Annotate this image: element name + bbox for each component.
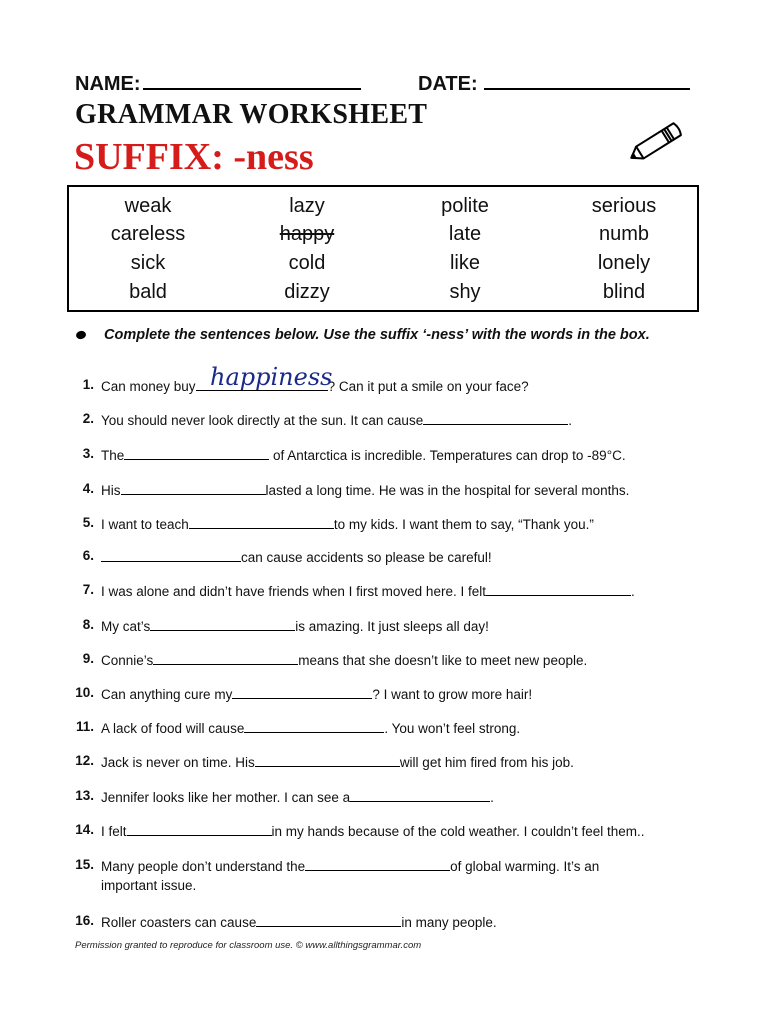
question-text-after: .: [568, 413, 572, 428]
question-text: [101, 719, 520, 736]
word-box-word: blind: [602, 281, 646, 303]
question-number: 8.: [82, 617, 94, 632]
question-text-after: will get him fired from his job.: [399, 755, 574, 770]
word-box-word: careless: [110, 223, 186, 245]
instruction-text: Complete the sentences below. Use the suffix ‘-ness’ with the words in the box.: [104, 327, 650, 343]
question-text: [101, 548, 492, 565]
question-number: 12.: [75, 753, 94, 768]
question-number: 11.: [75, 719, 94, 734]
word-box-word: shy: [449, 281, 481, 303]
question-text: [101, 788, 494, 805]
question-text-before: Roller coasters can cause: [101, 915, 257, 930]
word-box: [67, 185, 699, 312]
word-box-word: sick: [130, 252, 166, 274]
question-number: 7.: [82, 582, 94, 597]
answer-blank[interactable]: [127, 822, 272, 836]
date-field[interactable]: [418, 70, 690, 96]
example-answer: happiness: [210, 363, 333, 391]
answer-blank[interactable]: [150, 617, 295, 631]
word-box-word: bald: [129, 281, 167, 303]
pencil-icon: [628, 118, 688, 163]
question-number: 6.: [82, 548, 94, 563]
question-text-before: My cat’s: [101, 619, 151, 634]
question-text: [101, 753, 574, 770]
question-text-after: of Antarctica is incredible. Temperatures can drop to -89°C.: [269, 448, 626, 463]
question-text-before: Many people don’t understand the: [101, 859, 306, 874]
question-text-continuation: important issue.: [101, 878, 197, 893]
question-text: [101, 481, 629, 498]
question-text: [101, 857, 599, 874]
question-text-after: is amazing. It just sleeps all day!: [295, 619, 489, 634]
footer-credit: Permission granted to reproduce for classroom use. © www.allthingsgrammar.com: [75, 940, 422, 951]
answer-blank[interactable]: [244, 719, 384, 733]
question-text-after: ? Can it put a smile on your face?: [327, 379, 529, 394]
answer-blank[interactable]: [232, 685, 372, 699]
word-box-word: like: [449, 252, 480, 274]
question-number: 4.: [82, 481, 94, 496]
question-text-before: I felt: [101, 824, 127, 839]
question-text-after: .: [490, 790, 494, 805]
word-box-word: cold: [288, 252, 326, 274]
question-text-before: His: [101, 483, 121, 498]
answer-blank[interactable]: [350, 788, 490, 802]
question-text-before: Jennifer looks like her mother. I can see a: [101, 790, 351, 805]
question-text-before: Connie’s: [101, 653, 154, 668]
answer-blank[interactable]: [486, 582, 631, 596]
question-number: 3.: [82, 446, 94, 461]
word-box-word: dizzy: [284, 281, 330, 303]
question-number: 5.: [82, 515, 94, 530]
answer-blank[interactable]: [121, 481, 266, 495]
answer-blank[interactable]: [101, 548, 241, 562]
question-text: [101, 446, 626, 463]
suffix-title: SUFFIX: -ness: [74, 136, 314, 178]
question-text-after: .: [630, 584, 635, 599]
question-text: [101, 582, 635, 599]
word-box-word: weak: [124, 195, 172, 217]
question-text-before: A lack of food will cause: [101, 721, 245, 736]
word-box-word: late: [448, 223, 482, 245]
worksheet-title: GRAMMAR WORKSHEET: [75, 99, 428, 130]
question-text-before: Can anything cure my: [101, 687, 233, 702]
answer-blank[interactable]: [124, 446, 269, 460]
name-field[interactable]: [75, 70, 361, 96]
word-box-word: serious: [591, 195, 657, 217]
question-text: [101, 913, 497, 930]
answer-blank[interactable]: [423, 411, 568, 425]
question-text-before: Jack is never on time. His: [101, 755, 255, 770]
question-text-after: can cause accidents so please be careful!: [241, 550, 492, 565]
word-box-word: polite: [441, 195, 489, 217]
question-text-after: in my hands because of the cold weather. I couldn’t feel them..: [271, 824, 645, 839]
answer-blank[interactable]: [256, 913, 401, 927]
question-text-before: Can money buy: [101, 379, 196, 394]
question-number: 1.: [82, 377, 94, 392]
question-text-after: in many people.: [401, 915, 497, 930]
question-number: 10.: [75, 685, 94, 700]
answer-blank[interactable]: [305, 857, 450, 871]
question-text-before: The: [101, 448, 125, 463]
bullet-icon: [75, 330, 87, 340]
question-text: [101, 651, 587, 668]
word-box-word: lonely: [597, 252, 651, 274]
question-text-after: of global warming. It’s an: [450, 859, 600, 874]
question-number: 9.: [82, 651, 94, 666]
name-blank[interactable]: [143, 70, 361, 90]
question-number: 15.: [75, 857, 94, 872]
word-box-word: numb: [598, 223, 650, 245]
question-text: [101, 617, 489, 634]
answer-blank[interactable]: [189, 515, 334, 529]
name-label: NAME:: [75, 73, 141, 95]
instruction: [76, 327, 650, 343]
date-label: DATE:: [418, 73, 478, 95]
date-blank[interactable]: [484, 70, 690, 90]
answer-blank[interactable]: [153, 651, 298, 665]
question-text-before: I want to teach: [101, 517, 189, 532]
word-box-word: happy: [279, 223, 335, 245]
question-text: [101, 515, 594, 532]
answer-blank[interactable]: [255, 753, 400, 767]
question-number: 16.: [75, 913, 94, 928]
question-text-before: I was alone and didn’t have friends when I first moved here. I felt: [101, 584, 486, 599]
question-number: 2.: [82, 411, 94, 426]
question-text-after: to my kids. I want them to say, “Thank you.”: [333, 517, 594, 532]
question-text: [101, 822, 645, 839]
question-text: [101, 411, 572, 428]
word-box-word: lazy: [289, 195, 325, 217]
question-number: 13.: [75, 788, 94, 803]
question-text-before: You should never look directly at the sun. It can cause: [101, 413, 424, 428]
question-text-after: lasted a long time. He was in the hospital for several months.: [265, 483, 630, 498]
question-text-after: ? I want to grow more hair!: [372, 687, 533, 702]
question-number: 14.: [75, 822, 94, 837]
question-text: [101, 685, 532, 702]
question-text-after: means that she doesn’t like to meet new people.: [298, 653, 588, 668]
question-text-after: . You won’t feel strong.: [384, 721, 521, 736]
